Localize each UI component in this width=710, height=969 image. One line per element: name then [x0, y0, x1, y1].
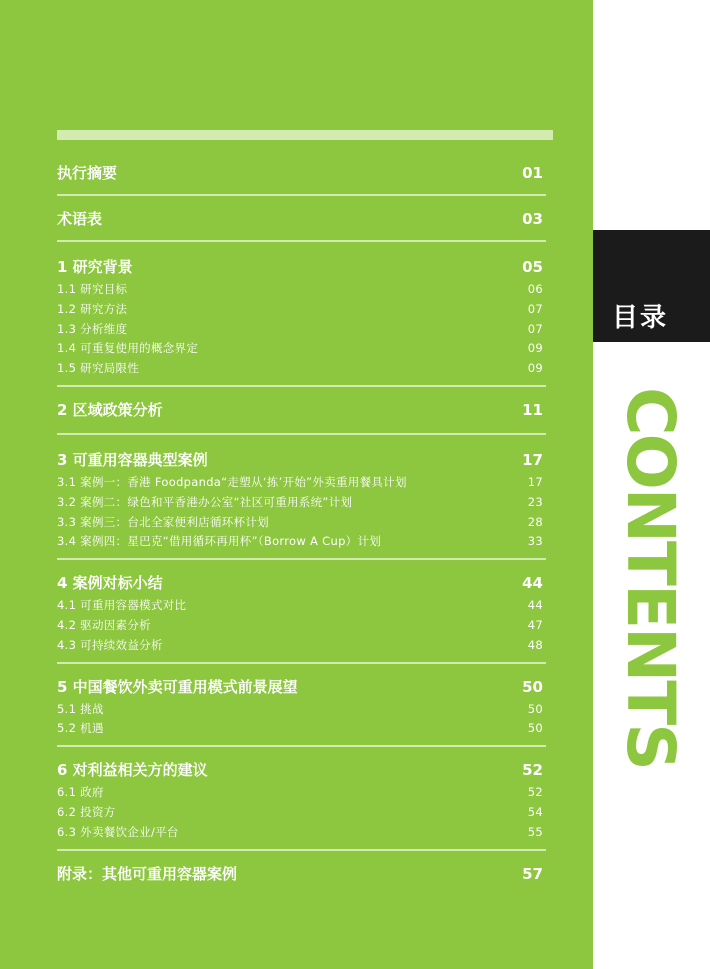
toc-section — [57, 851, 543, 895]
toc-entry-title: 术语表 — [57, 210, 103, 228]
toc-subentry-title: 4.1 可重用容器模式对比 — [57, 598, 187, 613]
toc-entry-title: 1 研究背景 — [57, 258, 133, 276]
toc-section — [57, 150, 543, 194]
toc-subentry-page: 17 — [527, 474, 543, 489]
toc-entry-page: 03 — [522, 210, 543, 228]
toc-subentry-title: 6.2 投资方 — [57, 804, 116, 819]
toc-subentry[interactable] — [57, 359, 543, 379]
toc-subentry-title: 3.3 案例三：台北全家便利店循环杯计划 — [57, 514, 269, 529]
toc-entry-title: 附录：其他可重用容器案例 — [57, 864, 238, 883]
toc-subentry-page: 50 — [527, 721, 543, 736]
toc-section — [57, 747, 543, 848]
toc-subentry[interactable] — [57, 300, 543, 320]
toc-subentry-title: 4.3 可持续效益分析 — [57, 637, 163, 652]
toc-subentry[interactable] — [57, 513, 543, 533]
toc-subentry-page: 33 — [527, 534, 543, 549]
toc-entry-page: 11 — [522, 400, 543, 419]
toc-subentry-title: 3.4 案例四：星巴克“借用循环再用杯”（Borrow A Cup）计划 — [57, 534, 382, 549]
toc-subentry-page: 48 — [527, 637, 543, 652]
toc-entry[interactable] — [57, 757, 543, 783]
toc-heading: 目录 — [612, 303, 669, 333]
toc-subentry[interactable] — [57, 783, 543, 803]
toc-entry-page: 44 — [522, 574, 543, 593]
toc-subentry-page: 55 — [527, 824, 543, 839]
toc-subentry-title: 3.1 案例一：香港 Foodpanda“走塑从‘拣’开始”外卖重用餐具计划 — [57, 474, 407, 489]
contents-vertical-title: CONTENTS — [612, 387, 689, 769]
toc-subentry-page: 52 — [527, 785, 543, 800]
toc-subentry-page: 09 — [527, 361, 543, 376]
toc-subentry-page: 23 — [527, 494, 543, 509]
toc-subentry-title: 1.2 研究方法 — [57, 301, 128, 316]
toc-subentry-page: 07 — [527, 321, 543, 336]
toc-entry-title: 3 可重用容器典型案例 — [57, 450, 208, 469]
toc-subentry-title: 5.2 机遇 — [57, 721, 104, 736]
toc-entry-page: 05 — [522, 258, 543, 276]
toc-subentry[interactable] — [57, 493, 543, 513]
toc-section — [57, 560, 543, 661]
toc-entry-page: 50 — [522, 677, 543, 696]
toc-section — [57, 387, 543, 433]
toc-subentry[interactable] — [57, 803, 543, 823]
toc-entry[interactable] — [57, 397, 543, 423]
toc-subentry[interactable] — [57, 596, 543, 616]
toc-subentry-title: 4.2 驱动因素分析 — [57, 617, 151, 632]
toc-subentry-page: 44 — [527, 598, 543, 613]
toc-subentry[interactable] — [57, 532, 543, 552]
toc-entry-title: 2 区域政策分析 — [57, 400, 163, 419]
toc-entry[interactable] — [57, 861, 543, 887]
toc-subentry[interactable] — [57, 700, 543, 720]
toc-section — [57, 196, 543, 240]
toc-section — [57, 242, 543, 385]
toc-subentry-page: 47 — [527, 617, 543, 632]
toc-subentry[interactable] — [57, 473, 543, 493]
toc-section — [57, 664, 543, 746]
toc-entry-page: 57 — [522, 864, 543, 883]
toc-subentry[interactable] — [57, 616, 543, 636]
toc-entry-title: 6 对利益相关方的建议 — [57, 761, 208, 780]
toc-entry-title: 执行摘要 — [57, 164, 118, 182]
toc-subentry[interactable] — [57, 280, 543, 300]
toc-entry[interactable] — [57, 674, 543, 700]
toc-subentry-title: 1.4 可重复使用的概念界定 — [57, 341, 199, 356]
toc-subentry-page: 07 — [527, 301, 543, 316]
toc-subentry[interactable] — [57, 823, 543, 843]
table-of-contents — [57, 150, 543, 895]
toc-subentry-page: 09 — [527, 341, 543, 356]
toc-subentry-title: 5.1 挑战 — [57, 701, 104, 716]
toc-subentry[interactable] — [57, 719, 543, 739]
toc-subentry-title: 1.3 分析维度 — [57, 321, 128, 336]
toc-entry-page: 01 — [522, 164, 543, 182]
top-rule — [57, 130, 553, 140]
toc-subentry[interactable] — [57, 320, 543, 340]
toc-subentry[interactable] — [57, 339, 543, 359]
toc-subentry-page: 06 — [527, 282, 543, 296]
toc-subentry-title: 3.2 案例二：绿色和平香港办公室“社区可重用系统”计划 — [57, 494, 353, 509]
toc-entry[interactable] — [57, 447, 543, 473]
toc-entry-page: 52 — [522, 761, 543, 780]
toc-subentry-title: 1.1 研究目标 — [57, 282, 128, 296]
toc-subentry-page: 50 — [527, 701, 543, 716]
toc-subentry-page: 54 — [527, 804, 543, 819]
toc-entry-title: 4 案例对标小结 — [57, 574, 163, 593]
toc-entry[interactable] — [57, 254, 543, 280]
toc-subentry-title: 6.3 外卖餐饮企业/平台 — [57, 824, 179, 839]
toc-entry[interactable] — [57, 570, 543, 596]
toc-entry-title: 5 中国餐饮外卖可重用模式前景展望 — [57, 677, 298, 696]
toc-subentry-page: 28 — [527, 514, 543, 529]
toc-subentry-title: 1.5 研究局限性 — [57, 361, 140, 376]
toc-subentry[interactable] — [57, 636, 543, 656]
toc-entry[interactable] — [57, 206, 543, 232]
toc-entry[interactable] — [57, 160, 543, 186]
toc-section — [57, 435, 543, 558]
toc-subentry-title: 6.1 政府 — [57, 785, 104, 800]
toc-entry-page: 17 — [522, 450, 543, 469]
